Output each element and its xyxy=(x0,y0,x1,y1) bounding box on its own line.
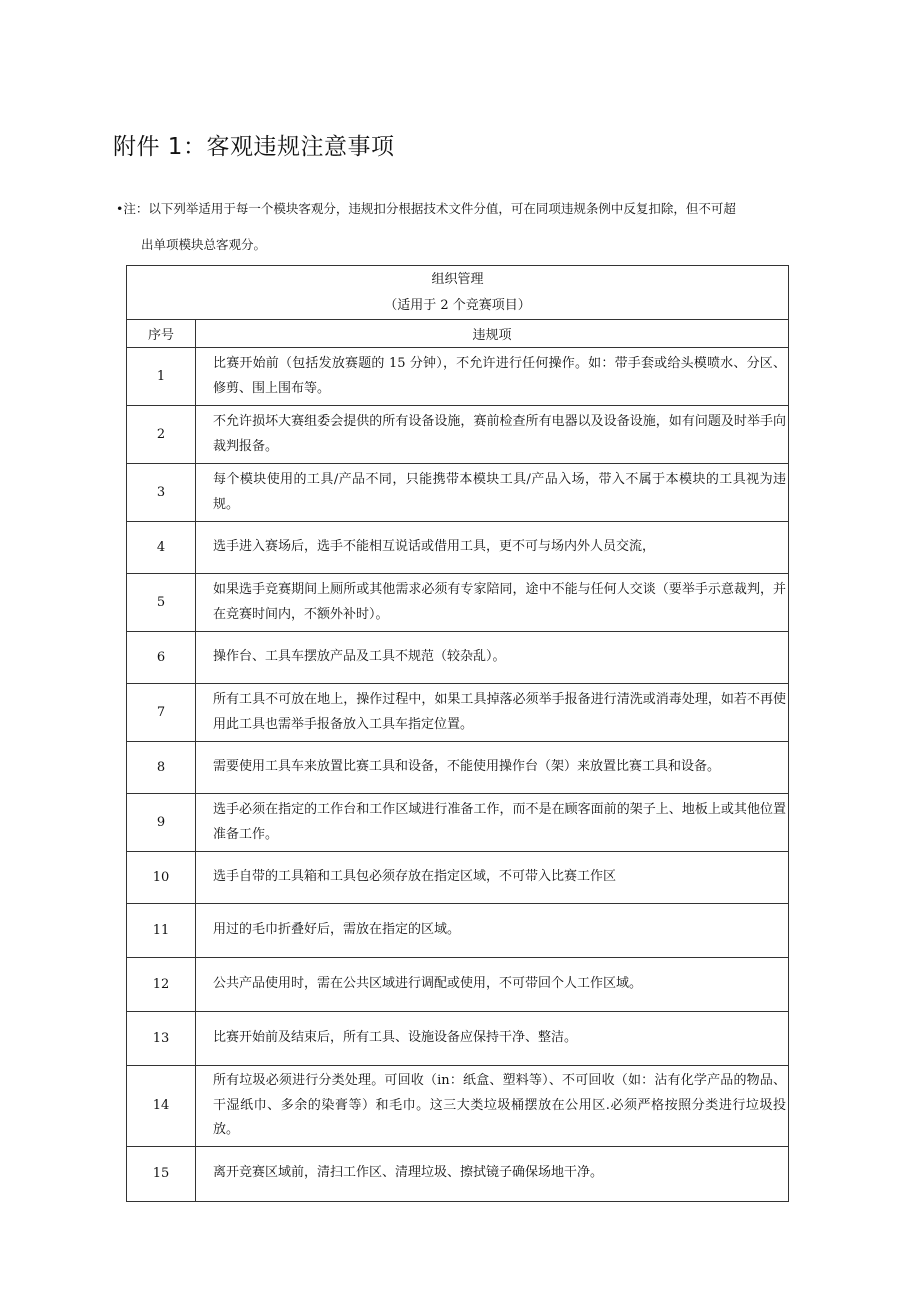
row-violation-text: 选手必须在指定的工作台和工作区域进行准备工作，而不是在顾客面前的架子上、地板上或其他位置准备工作。 xyxy=(196,794,789,852)
table-row xyxy=(127,852,789,904)
row-violation-text: 离开竞赛区域前，清扫工作区、清理垃圾、擦拭镜子确保场地干净。 xyxy=(196,1146,789,1201)
row-number: 3 xyxy=(127,464,196,522)
row-violation-text: 比赛开始前（包括发放赛题的 15 分钟），不允许进行任何操作。如：带手套或给头模喷水、分区、修剪、围上围布等。 xyxy=(196,348,789,406)
row-number: 14 xyxy=(127,1066,196,1147)
row-violation-text: 用过的毛巾折叠好后，需放在指定的区域。 xyxy=(196,904,789,958)
row-violation-text: 公共产品使用时，需在公共区域进行调配或使用，不可带回个人工作区域。 xyxy=(196,958,789,1012)
row-number: 6 xyxy=(127,632,196,684)
row-number: 13 xyxy=(127,1012,196,1066)
row-violation-text: 所有垃圾必须进行分类处理。可回收（in：纸盒、塑料等）、不可回收（如：沾有化学产品的物品、干湿纸巾、多余的染膏等）和毛巾。这三大类垃圾桶摆放在公用区.必须严格按照分类进行垃圾投放。 xyxy=(196,1066,789,1147)
row-violation-text: 需要使用工具车来放置比赛工具和设备，不能使用操作台（架）来放置比赛工具和设备。 xyxy=(196,742,789,794)
note-line-1: •注：以下列举适用于每一个模块客观分，违规扣分根据技术文件分值，可在同项违规条例中反复扣除，但不可超 xyxy=(116,201,736,216)
row-violation-text: 如果选手竞赛期间上厕所或其他需求必须有专家陪同，途中不能与任何人交谈（要举手示意裁判，并在竞赛时间内，不额外补时）。 xyxy=(196,574,789,632)
row-violation-text: 选手进入赛场后，选手不能相互说话或借用工具，更不可与场内外人员交流， xyxy=(196,522,789,574)
note-paragraph xyxy=(116,191,806,263)
row-number: 10 xyxy=(127,852,196,904)
row-violation-text: 操作台、工具车摆放产品及工具不规范（较杂乱）。 xyxy=(196,632,789,684)
table-row xyxy=(127,574,789,632)
table-row xyxy=(127,632,789,684)
row-number: 9 xyxy=(127,794,196,852)
table-row xyxy=(127,406,789,464)
table-row xyxy=(127,904,789,958)
table-subheading: （适用于 2 个竞赛项目） xyxy=(384,297,531,313)
table-heading-cell xyxy=(127,266,789,320)
row-number: 1 xyxy=(127,348,196,406)
table-row xyxy=(127,1146,789,1201)
row-number: 5 xyxy=(127,574,196,632)
table-row xyxy=(127,464,789,522)
row-number: 7 xyxy=(127,684,196,742)
table-row xyxy=(127,794,789,852)
row-number: 12 xyxy=(127,958,196,1012)
column-header-item: 违规项 xyxy=(196,320,789,348)
table-row xyxy=(127,1066,789,1147)
page-title: 附件 1：客观违规注意事项 xyxy=(113,134,395,160)
row-number: 2 xyxy=(127,406,196,464)
table-row xyxy=(127,742,789,794)
note-line-2: 出单项模块总客观分。 xyxy=(141,237,267,252)
table-row xyxy=(127,958,789,1012)
row-number: 11 xyxy=(127,904,196,958)
row-violation-text: 选手自带的工具箱和工具包必须存放在指定区域，不可带入比赛工作区 xyxy=(196,852,789,904)
table-row xyxy=(127,684,789,742)
row-number: 15 xyxy=(127,1146,196,1201)
row-violation-text: 每个模块使用的工具/产品不同，只能携带本模块工具/产品入场，带入不属于本模块的工具视为违规。 xyxy=(196,464,789,522)
table-row xyxy=(127,522,789,574)
row-violation-text: 比赛开始前及结束后，所有工具、设施设备应保持干净、整洁。 xyxy=(196,1012,789,1066)
table-column-header-row xyxy=(127,320,789,348)
table-row xyxy=(127,1012,789,1066)
column-header-no: 序号 xyxy=(127,320,196,348)
violation-table xyxy=(126,265,789,1202)
row-violation-text: 所有工具不可放在地上，操作过程中，如果工具掉落必须举手报备进行清洗或消毒处理，如若不再使用此工具也需举手报备放入工具车指定位置。 xyxy=(196,684,789,742)
row-number: 4 xyxy=(127,522,196,574)
row-violation-text: 不允许损坏大赛组委会提供的所有设备设施，赛前检查所有电器以及设备设施，如有问题及时举手向裁判报备。 xyxy=(196,406,789,464)
table-row xyxy=(127,348,789,406)
table-heading: 组织管理 xyxy=(431,271,484,287)
row-number: 8 xyxy=(127,742,196,794)
